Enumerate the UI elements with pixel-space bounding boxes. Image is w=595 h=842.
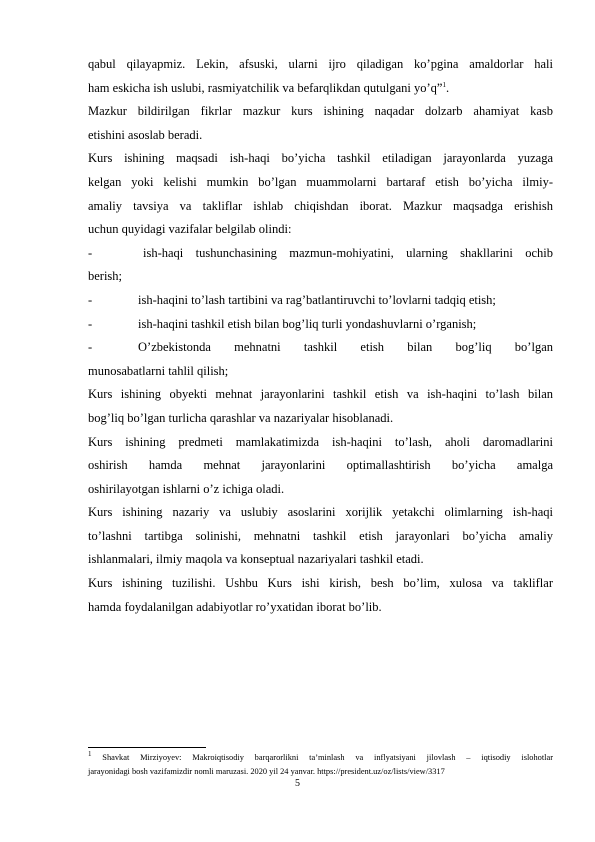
footnote [88, 751, 553, 779]
list-item [88, 336, 553, 360]
footnote-separator [88, 747, 206, 748]
footnote-line [88, 765, 553, 779]
paragraph-line: ishlanmalari, ilmiy maqola va konseptual nazariyalari tashkil etadi. [88, 552, 424, 567]
list-item-text: ish-haqi tushunchasining mazmun-mohiyatini, ularning shakllarini ochib [143, 245, 553, 260]
paragraph-line-with-footnote [88, 77, 553, 101]
list-bullet: - [88, 316, 93, 331]
paragraph-line: to’lashni tartibga solinishi, mehnatni tashkil etish jarayonlari bo’yicha amaliy [88, 528, 553, 543]
footnote-line [88, 751, 553, 765]
paragraph-line: oshirish hamda mehnat jarayonlarini optimallashtirish bo’yicha amalga [88, 458, 553, 473]
list-item-text: O’zbekistonda mehnatni tashkil etish bilan bog’liq bo’lgan [138, 340, 553, 355]
list-item [88, 242, 553, 266]
footnote-marker: 1 [88, 751, 92, 759]
paragraph-line-text: ham eskicha ish uslubi, rasmiyatchilik va befarqlikdan qutulgani yo’q” [88, 80, 443, 95]
paragraph-line: qabul qilayapmiz. Lekin, afsuski, ularni ijro qiladigan ko’pgina amaldorlar hali [88, 57, 553, 71]
list-item-text: ish-haqini tashkil etish bilan bog’liq turli yondashuvlarni o’rganish; [138, 316, 477, 331]
footnote-text: Shavkat Mirziyoyev: Makroiqtisodiy barqarorlikni ta’minlash va inflyatsiyani jilovlash – iqtisodiy islohotlar [102, 753, 553, 762]
list-bullet: - [88, 340, 93, 355]
list-item [88, 289, 553, 313]
list-item [88, 313, 553, 337]
list-item-continuation: munosabatlarni tahlil qilish; [88, 363, 229, 378]
paragraph-line: kelgan yoki kelishi mumkin bo’lgan muammolarni bartaraf etish bo’yicha ilmiy- [88, 174, 553, 189]
paragraph-line: hamda foydalanilgan adabiyotlar ro’yxatidan iborat bo’lib. [88, 599, 382, 614]
paragraph-line: Kurs ishining maqsadi ish-haqi bo’yicha tashkil etiladigan jarayonlarda yuzaga [88, 151, 553, 166]
paragraph-line: bog’liq bo’lgan turlicha qarashlar va nazariyalar hisoblanadi. [88, 410, 394, 425]
paragraph-line: etishini asoslab beradi. [88, 127, 203, 142]
paragraph-line: Kurs ishining obyekti mehnat jarayonlarini tashkil etish va ish-haqini to’lash bilan [88, 387, 553, 402]
footnote-reference[interactable]: 1 [442, 80, 446, 89]
paragraph-line: Kurs ishining tuzilishi. Ushbu Kurs ishi kirish, besh bo’lim, xulosa va takliflar [88, 576, 553, 591]
paragraph-line: Kurs ishining predmeti mamlakatimizda ish-haqini to’lash, aholi daromadlarini [88, 434, 553, 449]
paragraph-line: oshirilayotgan ishlarni o’z ichiga oladi. [88, 481, 285, 496]
paragraph-line: amaliy tavsiya va takliflar ishlab chiqishdan iborat. Mazkur maqsadga erishish [88, 198, 553, 213]
list-bullet: - [88, 292, 93, 307]
page-number: 5 [295, 778, 300, 789]
paragraph-line: Kurs ishining nazariy va uslubiy asoslarini xorijlik yetakchi olimlarning ish-haqi [88, 505, 553, 520]
paragraph-line: uchun quyidagi vazifalar belgilab olindi: [88, 222, 292, 237]
paragraph-line: Mazkur bildirilgan fikrlar mazkur kurs ishining naqadar dolzarb ahamiyat kasb [88, 104, 553, 119]
list-item-continuation: berish; [88, 269, 123, 284]
document-body [88, 53, 553, 619]
list-bullet: - [88, 245, 93, 260]
footnote-text: jarayonidagi bosh vazifamizdir nomli maruzasi. 2020 yil 24 yanvar. https://president.uz/oz/lists/view/3317 [88, 767, 445, 776]
list-item-text: ish-haqini to’lash tartibini va rag’batlantiruvchi to’lovlarni tadqiq etish; [138, 292, 496, 307]
sentence-period: . [445, 80, 450, 95]
